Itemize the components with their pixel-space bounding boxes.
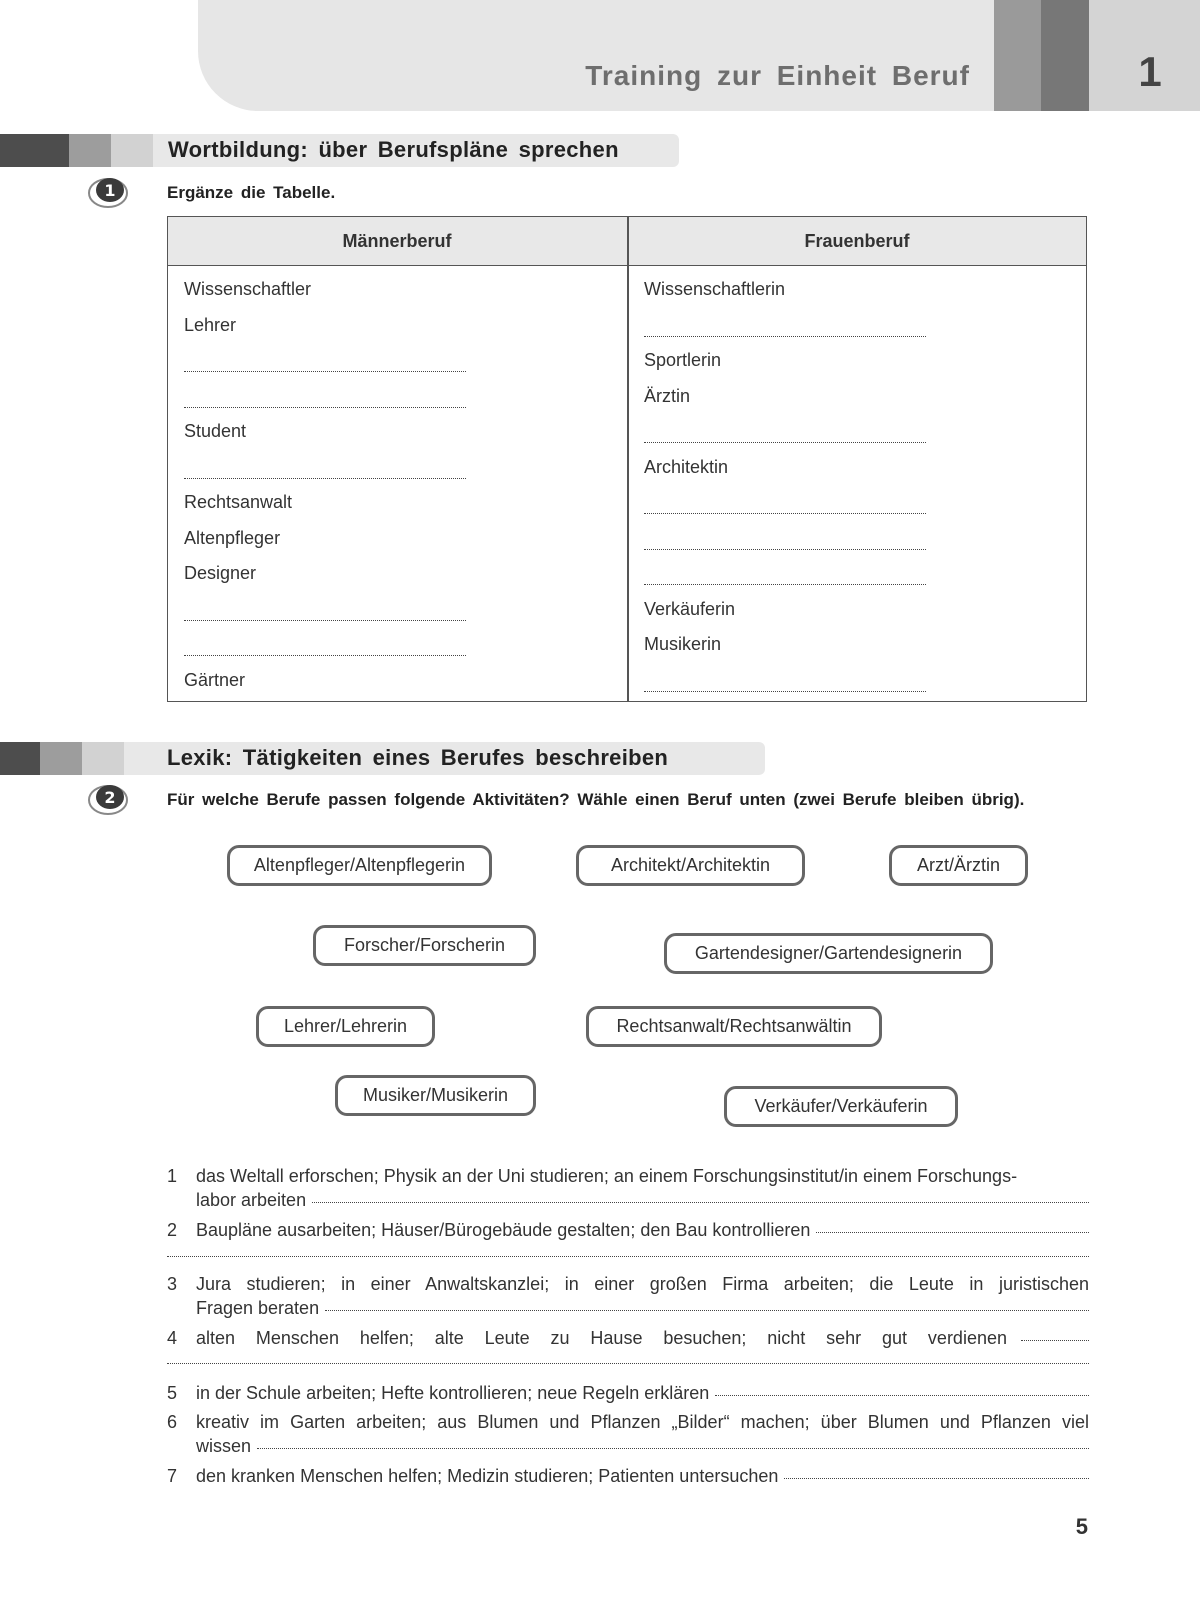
table-cell: Musikerin <box>644 634 722 654</box>
word-box: Altenpfleger/Altenpflegerin <box>227 845 492 886</box>
dotted-line <box>644 335 926 337</box>
section-bar-segment <box>40 742 82 775</box>
section-bar-segment <box>111 134 153 167</box>
dotted-line <box>184 654 466 656</box>
header-background <box>198 0 994 111</box>
table-cell: Lehrer <box>184 314 237 335</box>
header-block <box>994 0 1041 111</box>
table-header-female: Frauenberuf <box>804 231 910 251</box>
answer-blank[interactable] <box>644 335 926 337</box>
header-block <box>1041 0 1089 111</box>
dotted-line <box>184 619 466 621</box>
table-header-male: Männerberuf <box>342 231 452 251</box>
item-text: Fragen beraten <box>196 1298 320 1318</box>
dotted-line <box>644 441 926 443</box>
answer-blank[interactable] <box>644 512 926 514</box>
word-box: Arzt/Ärztin <box>889 845 1028 886</box>
answer-blank[interactable] <box>784 1464 1089 1479</box>
answer-blank[interactable] <box>816 1218 1089 1233</box>
answer-blank[interactable] <box>644 690 926 692</box>
section-title: Lexik: Tätigkeiten eines Berufes beschreiben <box>167 745 669 770</box>
item-number: 5 <box>167 1383 178 1403</box>
item-text: den kranken Menschen helfen; Medizin studieren; Patienten untersuchen <box>196 1466 779 1486</box>
answer-blank[interactable] <box>312 1188 1089 1203</box>
item-text: alten Menschen helfen; alte Leute zu Hause besuchen; nicht sehr gut verdienen <box>196 1328 1007 1348</box>
page-header-title: Training zur Einheit Beruf <box>585 60 970 91</box>
table-cell: Gärtner <box>184 669 246 690</box>
answer-blank[interactable] <box>184 406 466 408</box>
table-cell: Architektin <box>644 456 729 477</box>
item-text: kreativ im Garten arbeiten; aus Blumen und Pflanzen „Bilder“ machen; über Blumen und Pflanzen viel <box>196 1412 1089 1432</box>
item-text: labor arbeiten <box>196 1190 307 1210</box>
item-text: Baupläne ausarbeiten; Häuser/Bürogebäude gestalten; den Bau kontrollieren <box>196 1220 811 1240</box>
word-box: Lehrer/Lehrerin <box>256 1006 435 1047</box>
section-title: Wortbildung: über Berufspläne sprechen <box>168 137 619 162</box>
item-number: 3 <box>167 1274 178 1294</box>
table-cell: Designer <box>184 563 257 583</box>
item-number: 7 <box>167 1466 178 1486</box>
word-box: Forscher/Forscherin <box>313 925 536 966</box>
answer-blank[interactable] <box>257 1434 1089 1449</box>
word-box: Musiker/Musikerin <box>335 1075 536 1116</box>
answer-blank[interactable] <box>184 654 466 656</box>
word-box: Rechtsanwalt/Rechtsanwältin <box>586 1006 882 1047</box>
table-cell: Wissenschaftler <box>184 279 312 299</box>
dotted-line <box>644 512 926 514</box>
word-box: Gartendesigner/Gartendesignerin <box>664 933 993 974</box>
table-cell: Altenpfleger <box>184 527 281 548</box>
section-bar-segment <box>0 134 69 167</box>
exercise-instruction: Für welche Berufe passen folgende Aktivitäten? Wähle einen Beruf unten (zwei Berufe bleiben übrig). <box>167 790 1025 809</box>
dotted-line <box>644 583 926 585</box>
answer-blank[interactable] <box>167 1256 1089 1257</box>
exercise-instruction: Ergänze die Tabelle. <box>167 183 336 202</box>
table-column-divider <box>627 217 629 701</box>
table-cell: Ärztin <box>644 385 691 406</box>
word-box: Verkäufer/Verkäuferin <box>724 1086 958 1127</box>
table-cell: Wissenschaftlerin <box>644 279 786 299</box>
exercise-number: 2 <box>104 788 116 807</box>
item-number: 2 <box>167 1220 178 1240</box>
item-text: das Weltall erforschen; Physik an der Uni studieren; an einem Forschungsinstitut/in einem Forschungs- <box>196 1166 1018 1186</box>
dotted-line <box>184 477 466 479</box>
answer-blank[interactable] <box>167 1363 1089 1364</box>
item-number: 1 <box>167 1166 178 1186</box>
unit-number: 1 <box>1138 48 1162 95</box>
page-number: 5 <box>1075 1514 1088 1539</box>
dotted-line <box>644 548 926 550</box>
item-text: in der Schule arbeiten; Hefte kontrollieren; neue Regeln erklären <box>196 1383 710 1403</box>
dotted-line <box>644 690 926 692</box>
item-text: Jura studieren; in einer Anwaltskanzlei; in einer großen Firma arbeiten; die Leute in juristischen <box>196 1274 1089 1294</box>
answer-blank[interactable] <box>644 441 926 443</box>
word-box: Architekt/Architektin <box>576 845 805 886</box>
exercise-number-badge <box>82 177 128 209</box>
answer-blank[interactable] <box>715 1381 1089 1396</box>
table-cell: Sportlerin <box>644 350 722 370</box>
answer-blank[interactable] <box>644 548 926 550</box>
dotted-line <box>184 370 466 372</box>
section-bar-segment <box>82 742 124 775</box>
answer-blank[interactable] <box>184 619 466 621</box>
answer-blank[interactable] <box>325 1296 1089 1311</box>
table-cell: Student <box>184 421 247 441</box>
section-bar-segment <box>0 742 40 775</box>
dotted-line <box>184 406 466 408</box>
exercise-number: 1 <box>104 181 116 200</box>
table-cell: Rechtsanwalt <box>184 492 293 512</box>
exercise-number-badge <box>82 784 128 816</box>
answer-blank[interactable] <box>184 477 466 479</box>
table-cell: Verkäuferin <box>644 598 736 619</box>
profession-table <box>167 216 1087 702</box>
answer-blank[interactable] <box>1021 1326 1089 1341</box>
answer-blank[interactable] <box>184 370 466 372</box>
item-text: wissen <box>196 1436 252 1456</box>
item-number: 4 <box>167 1328 178 1348</box>
section-bar-segment <box>69 134 111 167</box>
answer-blank[interactable] <box>644 583 926 585</box>
item-number: 6 <box>167 1412 178 1432</box>
